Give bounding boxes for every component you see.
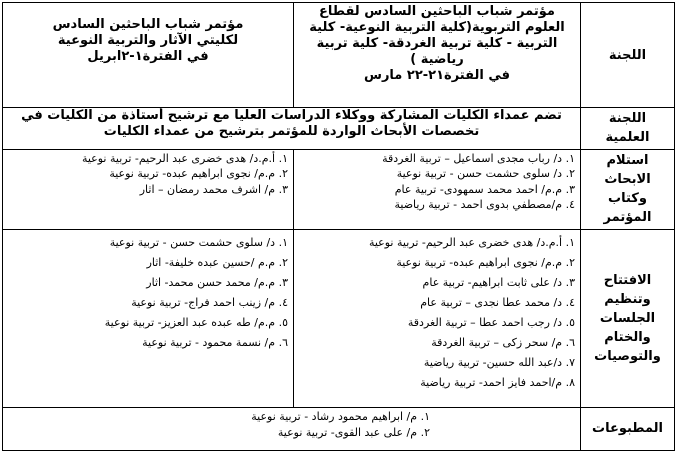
list-item: ١. د/ رباب مجدى اسماعيل – تربية الغردقة (382, 151, 575, 165)
list-item: ٤. م/مصطفي بدوى احمد - تربية رياضية (394, 198, 575, 212)
list-item: ١. أ.م.د/ هدى خضرى عبد الرحيم- تربية نوعية (81, 151, 288, 165)
list-item: ٤. د/ محمد عطا نجدى – تربية عام (420, 295, 575, 309)
title-line: مؤتمر شباب الباحثين السادس لقطاع (319, 4, 555, 19)
papers-committee-members-b (3, 149, 294, 229)
title-line: التربية - كلية تربية الغردقة- كلية تربية (316, 36, 558, 51)
publications-committee-members (3, 407, 581, 451)
title-line: مؤتمر شباب الباحثين السادس (52, 17, 244, 32)
table-row (3, 149, 675, 229)
list-item: ٤. م/ زينب احمد فراج- تربية نوعية (131, 295, 288, 309)
table-row (3, 108, 675, 149)
publications-committee-label: المطبوعات (581, 407, 675, 451)
table-row (3, 229, 675, 407)
table-row (3, 407, 675, 451)
list-item: ١. د/ سلوى حشمت حسن - تربية نوعية (109, 235, 288, 249)
list-item: ٣. م.م/ محمد حسن محمد- اثار (146, 275, 288, 289)
list-item: ٢. م.م /حسين عبده خليفة- اثار (146, 255, 288, 269)
papers-committee-label (581, 149, 675, 229)
title-line: في الفترة١-٢ابريل (87, 49, 209, 64)
list-item: ١. م/ ابراهيم محمود رشاد - تربية نوعية (251, 409, 430, 423)
committee-header-label: اللجنة (581, 3, 675, 108)
text-line: تخصصات الأبحاث الواردة للمؤتمر بترشيح من عمداء الكليات (103, 124, 480, 140)
opening-committee-members-a (294, 229, 581, 407)
committees-table (2, 2, 675, 451)
label-line: الجلسات (599, 310, 656, 326)
list-item: ٦. م/ نسمة محمود - تربية نوعية (142, 335, 288, 349)
label-line: الافتتاح (603, 272, 652, 288)
list-item: ٥. د/ رجب احمد عطا – تربية الغردقة (407, 315, 575, 329)
title-line: العلوم التربوية(كلية التربية النوعية- كلية (309, 20, 565, 35)
scientific-committee-text (3, 108, 581, 149)
label-line: استلام الابحاث (604, 153, 651, 188)
title-line: في الفترة٢١-٢٢ مارس (364, 68, 510, 83)
papers-committee-members-a (294, 149, 581, 229)
text-line: تضم عمداء الكليات المشاركة ووكلاء الدراسات العليا مع ترشيح أستاذة من الكليات في (21, 108, 562, 124)
title-line: رياضية ) (410, 52, 464, 67)
label-line: المؤتمر (603, 210, 652, 226)
list-item: ٥. م.م/ طه عبده عبد العزيز- تربية نوعية (104, 315, 288, 329)
opening-committee-label (581, 229, 675, 407)
conference-archaeology-title (3, 3, 294, 108)
list-item: ٣. م/ اشرف محمد رمضان – اثار (139, 182, 288, 196)
scientific-committee-label: اللجنة العلمية (581, 108, 675, 149)
list-item: ٢. د/ سلوى حشمت حسن - تربية نوعية (396, 167, 575, 181)
conference-education-title (294, 3, 581, 108)
opening-committee-members-b (3, 229, 294, 407)
label-line: وكتاب (608, 191, 647, 207)
list-item: ٣. د/ على ثابت ابراهيم- تربية عام (422, 275, 575, 289)
label-line: والختام (604, 329, 651, 345)
label-line: وتنظيم (604, 291, 651, 307)
table-row (3, 3, 675, 108)
list-item: ٢. م/ على عبد القوى- تربية نوعية (277, 425, 430, 439)
list-item: ٧. د/عبد الله حسين- تربية رياضية (423, 355, 575, 369)
label-line: والتوصيات (594, 348, 661, 364)
list-item: ٢. م.م/ نجوى ابراهيم عبده- تربية نوعية (109, 167, 288, 181)
list-item: ٦. م/ سحر زكى – تربية الغردقة (431, 335, 575, 349)
list-item: ١. أ.م.د/ هدى خضرى عبد الرحيم- تربية نوعية (368, 235, 575, 249)
list-item: ٢. م.م/ نجوى ابراهيم عبده- تربية نوعية (396, 255, 575, 269)
list-item: ٨. م/احمد فايز احمد- تربية رياضية (420, 375, 575, 389)
list-item: ٣. م.م/ احمد محمد سمهودى- تربية عام (394, 182, 575, 196)
title-line: لكليتي الآثار والتربية النوعية (57, 33, 239, 48)
